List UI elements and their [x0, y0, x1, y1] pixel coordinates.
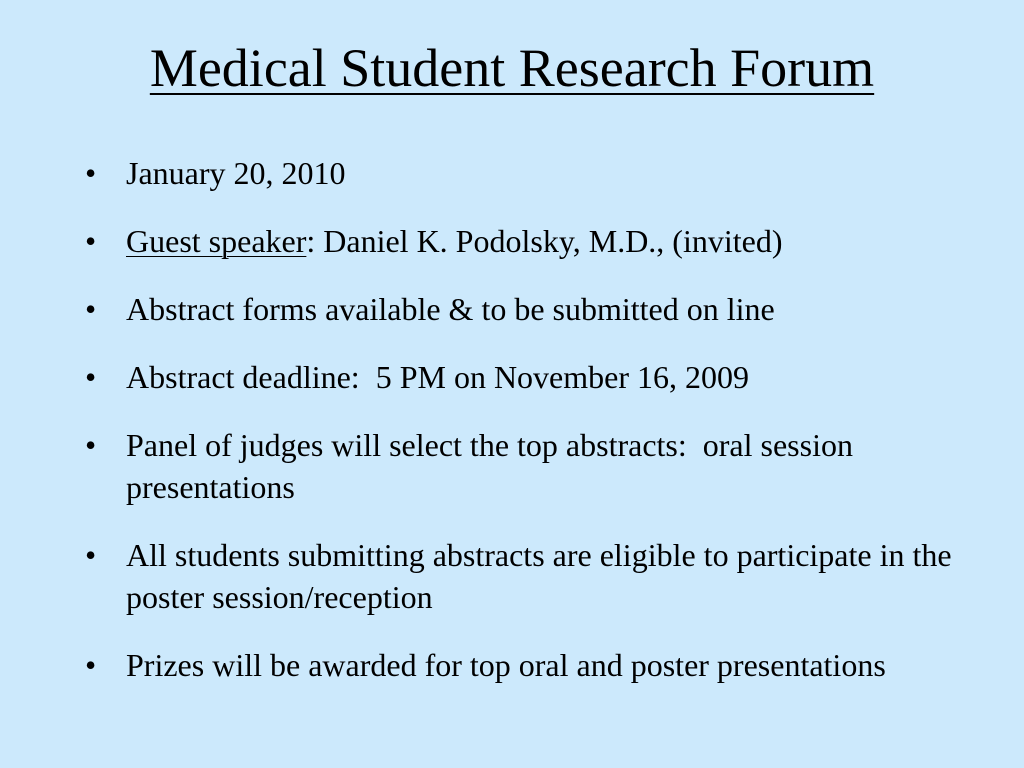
bullet-icon: • [85, 291, 97, 327]
bullet-text: Panel of judges will select the top abstracts: oral session presentations [126, 427, 861, 505]
bullet-icon: • [85, 537, 97, 573]
bullet-text: January 20, 2010 [126, 155, 346, 191]
bullet-item-abstract-deadline [85, 356, 985, 398]
guest-speaker-label: Guest speaker [126, 223, 307, 259]
bullet-icon: • [85, 647, 97, 683]
bullet-icon: • [85, 223, 97, 259]
bullet-text: Abstract deadline: 5 PM on November 16, 2009 [126, 359, 749, 395]
bullet-item-guest-speaker [85, 220, 985, 262]
bullet-icon: • [85, 359, 97, 395]
bullet-list [85, 152, 985, 712]
bullet-text: Abstract forms available & to be submitted on line [126, 291, 775, 327]
bullet-item-panel-of-judges [85, 424, 985, 508]
bullet-icon: • [85, 427, 97, 463]
bullet-item-abstract-forms [85, 288, 985, 330]
bullet-text: Prizes will be awarded for top oral and poster presentations [126, 647, 886, 683]
bullet-item-date [85, 152, 985, 194]
bullet-text: : Daniel K. Podolsky, M.D., (invited) [306, 223, 783, 259]
bullet-text: All students submitting abstracts are eligible to participate in the poster session/reception [126, 537, 952, 615]
bullet-item-prizes [85, 644, 985, 686]
bullet-item-eligibility [85, 534, 985, 618]
bullet-icon: • [85, 155, 97, 191]
slide-title: Medical Student Research Forum [149, 38, 875, 98]
